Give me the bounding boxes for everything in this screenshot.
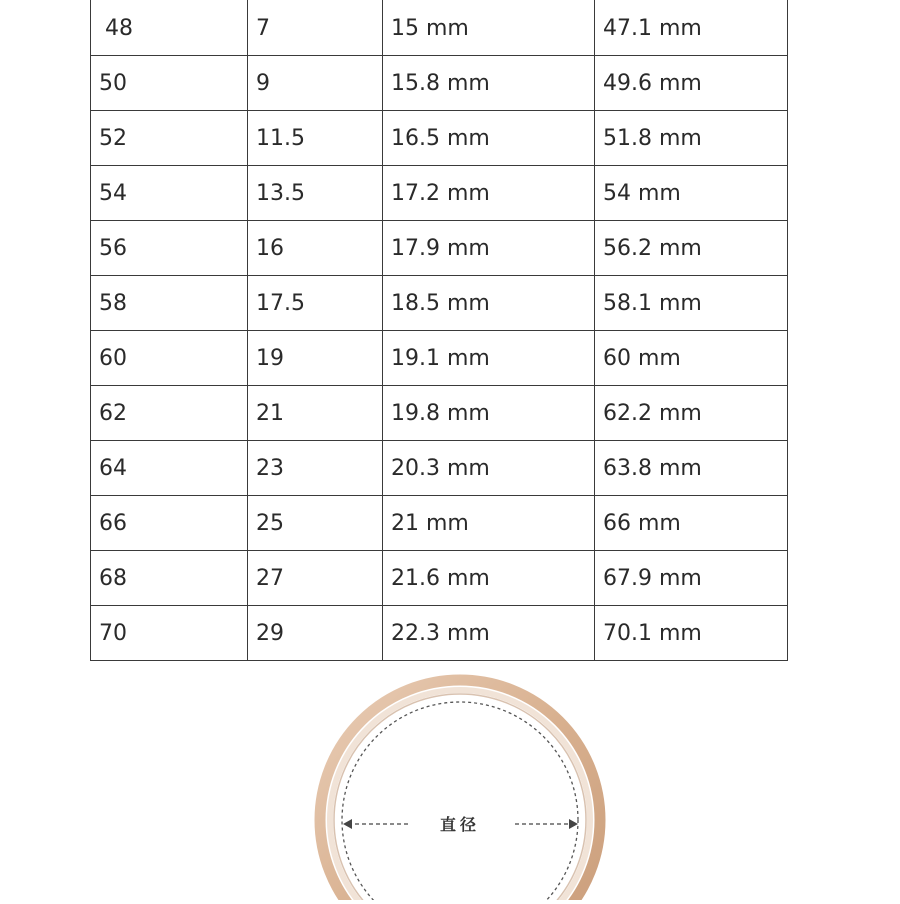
table-cell: 70 <box>91 606 248 661</box>
table-row <box>91 386 788 441</box>
table-row <box>91 551 788 606</box>
table-cell: 54 mm <box>595 166 788 221</box>
table-row <box>91 56 788 111</box>
table-row <box>91 111 788 166</box>
ring-size-table-body <box>91 0 788 661</box>
table-cell: 56.2 mm <box>595 221 788 276</box>
table-row <box>91 276 788 331</box>
table-row <box>91 496 788 551</box>
table-cell: 18.5 mm <box>383 276 595 331</box>
table-cell: 66 mm <box>595 496 788 551</box>
table-cell: 64 <box>91 441 248 496</box>
table-cell: 25 <box>248 496 383 551</box>
ring-inner-dashed-circle <box>342 702 578 900</box>
table-cell: 27 <box>248 551 383 606</box>
table-cell: 17.9 mm <box>383 221 595 276</box>
table-row <box>91 166 788 221</box>
table-cell: 67.9 mm <box>595 551 788 606</box>
table-cell: 52 <box>91 111 248 166</box>
table-cell: 60 mm <box>595 331 788 386</box>
table-cell: 19 <box>248 331 383 386</box>
table-cell: 49.6 mm <box>595 56 788 111</box>
ring-inner-band <box>330 690 590 900</box>
table-cell: 13.5 <box>248 166 383 221</box>
table-cell: 16.5 mm <box>383 111 595 166</box>
table-cell: 48 <box>91 0 248 56</box>
table-cell: 51.8 mm <box>595 111 788 166</box>
table-cell: 29 <box>248 606 383 661</box>
table-cell: 11.5 <box>248 111 383 166</box>
table-cell: 21 <box>248 386 383 441</box>
table-cell: 54 <box>91 166 248 221</box>
table-cell: 15.8 mm <box>383 56 595 111</box>
table-row <box>91 331 788 386</box>
table-row <box>91 441 788 496</box>
ring-size-table <box>90 0 788 661</box>
ring-illustration <box>0 660 900 900</box>
table-cell: 7 <box>248 0 383 56</box>
table-cell: 47.1 mm <box>595 0 788 56</box>
table-cell: 9 <box>248 56 383 111</box>
table-cell: 58 <box>91 276 248 331</box>
table-row <box>91 221 788 276</box>
ring-diameter-diagram <box>0 660 900 900</box>
table-cell: 66 <box>91 496 248 551</box>
table-cell: 19.8 mm <box>383 386 595 441</box>
table-cell: 21 mm <box>383 496 595 551</box>
table-cell: 62 <box>91 386 248 441</box>
ring-outer-band <box>320 680 600 900</box>
table-cell: 70.1 mm <box>595 606 788 661</box>
table-row <box>91 606 788 661</box>
diameter-label: 直径 <box>439 815 480 834</box>
table-cell: 60 <box>91 331 248 386</box>
table-cell: 50 <box>91 56 248 111</box>
table-cell: 21.6 mm <box>383 551 595 606</box>
table-cell: 62.2 mm <box>595 386 788 441</box>
table-cell: 20.3 mm <box>383 441 595 496</box>
table-cell: 63.8 mm <box>595 441 788 496</box>
table-cell: 16 <box>248 221 383 276</box>
table-row <box>91 0 788 56</box>
table-cell: 17.2 mm <box>383 166 595 221</box>
table-cell: 23 <box>248 441 383 496</box>
table-cell: 58.1 mm <box>595 276 788 331</box>
table-cell: 68 <box>91 551 248 606</box>
table-cell: 19.1 mm <box>383 331 595 386</box>
table-cell: 15 mm <box>383 0 595 56</box>
table-cell: 17.5 <box>248 276 383 331</box>
table-cell: 56 <box>91 221 248 276</box>
table-cell: 22.3 mm <box>383 606 595 661</box>
